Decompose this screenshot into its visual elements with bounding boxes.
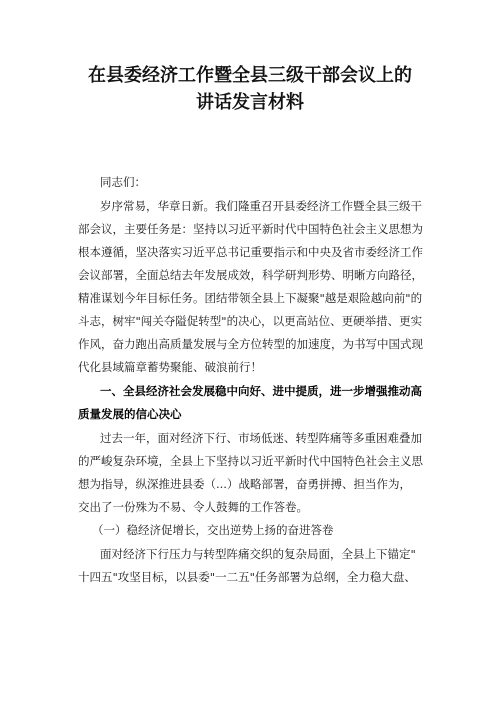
- document-title-line-1: 在县委经济工作暨全县三级干部会议上的: [88, 65, 412, 86]
- paragraph-line: 面对经济下行压力与转型阵痛交织的复杂局面，全县上下锚定": [100, 547, 416, 561]
- paragraph-line: 代化县域篇章蓄势聚能、破浪前行！: [78, 360, 262, 374]
- paragraph-line: 岁序常易，华章日新。我们隆重召开县委经济工作暨全县三级干: [100, 199, 422, 213]
- document-title-line-2: 讲话发言材料: [196, 92, 304, 113]
- paragraph-line: 精准谋划今年目标任务。团结带领全县上下凝聚"越是艰险越向前"的: [78, 291, 423, 305]
- paragraph-line: 十四五"攻坚目标，以县委"一二五"任务部署为总纲，全力稳大盘、: [78, 570, 416, 584]
- paragraph-line: 斗志，树牢"闯关夺隘促转型"的决心，以更高站位、更硬举措、更实: [78, 314, 423, 328]
- paragraph-line: 想为指导，纵深推进县委（...）战略部署，奋勇拼搏、担当作为，: [78, 477, 411, 491]
- section-heading-line: 一、全县经济社会发展稳中向好、进中提质，进一步增强推动高: [100, 384, 422, 398]
- subsection-heading-line: （一）稳经济促增长，交出逆势上扬的奋进答卷: [92, 523, 334, 537]
- paragraph-line: 交出了一份殊为不易、令人鼓舞的工作答卷。: [78, 500, 308, 514]
- paragraph-line: 的严峻复杂环境，全县上下坚持以习近平新时代中国特色社会主义思: [78, 454, 423, 468]
- paragraph-line: 根本遵循，坚决落实习近平总书记重要指示和中央及省市委经济工作: [78, 245, 423, 259]
- paragraph-line: 会议部署，全面总结去年发展成效，科学研判形势、明晰方向路径，: [78, 268, 423, 282]
- paragraph-line: 作风，奋力跑出高质量发展与全方位转型的加速度，为书写中国式现: [78, 337, 423, 351]
- section-heading-line: 质量发展的信心决心: [78, 407, 182, 421]
- salutation: 同志们：: [100, 175, 146, 189]
- paragraph-line: 部会议，主要任务是：坚持以习近平新时代中国特色社会主义思想为: [78, 222, 423, 236]
- paragraph-line: 过去一年，面对经济下行、市场低迷、转型阵痛等多重困难叠加: [100, 431, 422, 445]
